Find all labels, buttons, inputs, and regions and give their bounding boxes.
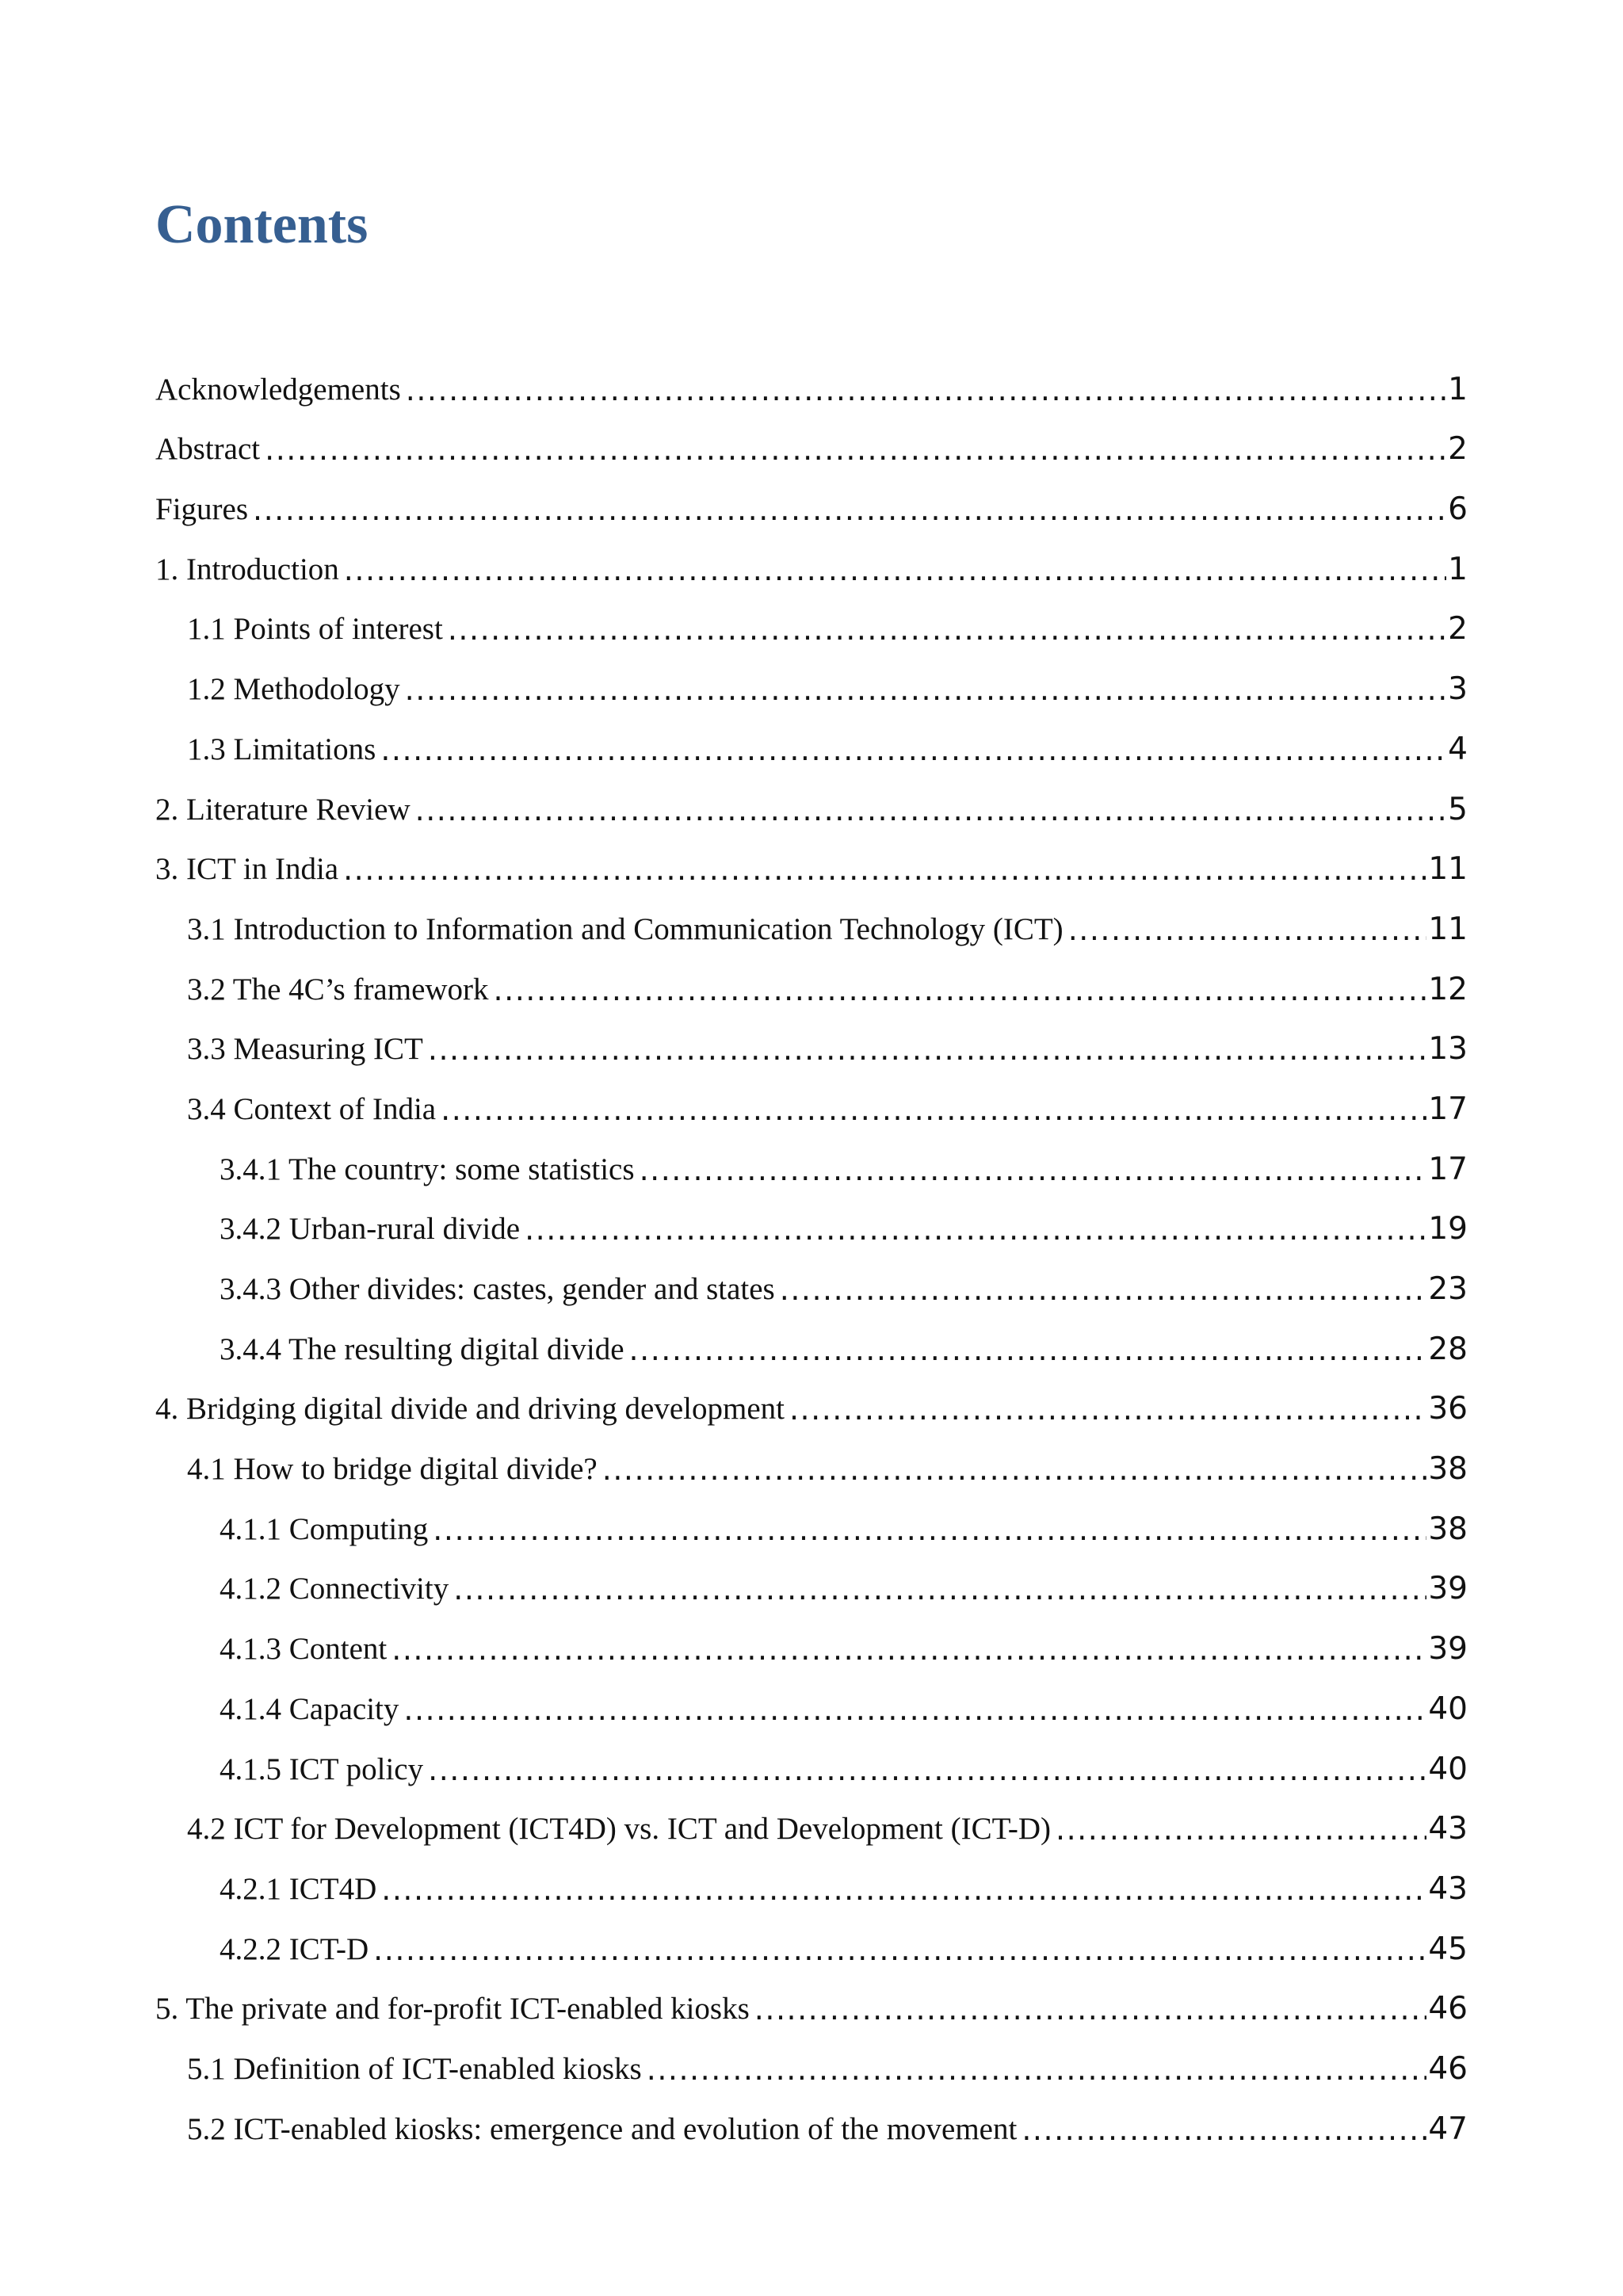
toc-dot-leader <box>629 1329 1427 1370</box>
toc-entry[interactable] <box>155 2030 1468 2090</box>
toc-entry-title: 3. ICT in India <box>155 852 339 887</box>
toc-entry-page-number: 11 <box>1428 851 1468 888</box>
toc-entry-page-number: 43 <box>1428 1870 1468 1907</box>
toc-entry[interactable] <box>155 1850 1468 1910</box>
toc-entry-title: 3.3 Measuring ICT <box>187 1032 423 1067</box>
toc-entry-page-number: 28 <box>1428 1331 1468 1367</box>
toc-dot-leader <box>428 1029 1426 1070</box>
toc-entry[interactable] <box>155 1190 1468 1251</box>
toc-dot-leader <box>602 1449 1427 1490</box>
toc-entry-title: 3.2 The 4C’s framework <box>187 972 489 1007</box>
toc-entry[interactable] <box>155 1250 1468 1310</box>
toc-entry[interactable] <box>155 650 1468 710</box>
toc-entry[interactable] <box>155 1430 1468 1490</box>
toc-entry[interactable] <box>155 890 1468 950</box>
toc-entry[interactable] <box>155 1670 1468 1730</box>
toc-dot-leader <box>406 369 1446 411</box>
toc-entry-title: 1.1 Points of interest <box>187 612 443 647</box>
toc-dot-leader <box>373 1929 1426 1970</box>
toc-entry[interactable] <box>155 530 1468 590</box>
toc-entry-page-number: 39 <box>1428 1631 1468 1668</box>
toc-entry-title: 4.1.4 Capacity <box>220 1691 399 1726</box>
toc-entry-title: 5.2 ICT-enabled kiosks: emergence and evolution of the movement <box>187 2111 1018 2146</box>
toc-entry-title: 5. The private and for-profit ICT-enabled kiosks <box>155 1992 750 2027</box>
toc-entry-title: 3.1 Introduction to Information and Communication Technology (ICT) <box>187 911 1064 946</box>
toc-entry-title: 4.1 How to bridge digital divide? <box>187 1452 598 1487</box>
toc-entry-page-number: 12 <box>1428 971 1468 1007</box>
toc-entry-page-number: 23 <box>1428 1271 1468 1307</box>
toc-dot-leader <box>433 1509 1426 1550</box>
toc-entry-page-number: 3 <box>1448 671 1468 708</box>
toc-entry-page-number: 47 <box>1428 2111 1468 2147</box>
toc-entry-page-number: 40 <box>1428 1690 1468 1727</box>
toc-entry-title: 4.1.1 Computing <box>220 1511 429 1546</box>
toc-entry-page-number: 46 <box>1428 2050 1468 2087</box>
toc-dot-leader <box>253 489 1446 530</box>
toc-entry-title: Figures <box>155 492 248 527</box>
toc-entry-page-number: 46 <box>1428 1991 1468 2027</box>
toc-dot-leader <box>647 2049 1427 2090</box>
toc-dot-leader <box>1022 2109 1426 2150</box>
toc-entry[interactable] <box>155 1610 1468 1670</box>
toc-dot-leader <box>391 1629 1426 1670</box>
toc-entry[interactable] <box>155 1730 1468 1790</box>
toc-entry-page-number: 17 <box>1428 1091 1468 1127</box>
toc-entry-page-number: 5 <box>1448 791 1468 827</box>
toc-dot-leader <box>494 969 1427 1010</box>
toc-dot-leader <box>754 1988 1427 2030</box>
toc-entry[interactable] <box>155 1550 1468 1610</box>
toc-dot-leader <box>780 1269 1427 1310</box>
toc-entry-title: 2. Literature Review <box>155 792 411 827</box>
toc-entry-title: 4.1.5 ICT policy <box>220 1752 424 1786</box>
toc-entry-title: 4.1.2 Connectivity <box>220 1572 449 1606</box>
toc-dot-leader <box>1068 909 1427 950</box>
toc-entry-title: 1. Introduction <box>155 552 339 586</box>
toc-entry[interactable] <box>155 470 1468 530</box>
toc-dot-leader <box>453 1568 1426 1610</box>
toc-entry-page-number: 6 <box>1448 491 1468 528</box>
toc-entry[interactable] <box>155 831 1468 891</box>
toc-entry-page-number: 39 <box>1428 1571 1468 1607</box>
toc-entry-title: 4. Bridging digital divide and driving development <box>155 1392 785 1427</box>
table-of-contents <box>155 350 1468 2150</box>
toc-entry[interactable] <box>155 350 1468 411</box>
toc-entry-title: 4.2.1 ICT4D <box>220 1871 377 1906</box>
toc-entry[interactable] <box>155 411 1468 471</box>
toc-entry[interactable] <box>155 1970 1468 2030</box>
toc-entry-page-number: 4 <box>1448 731 1468 767</box>
toc-dot-leader <box>343 849 1426 890</box>
toc-dot-leader <box>441 1089 1426 1130</box>
toc-entry[interactable] <box>155 1370 1468 1431</box>
toc-entry[interactable] <box>155 950 1468 1010</box>
toc-entry-title: Acknowledgements <box>155 372 401 407</box>
toc-entry[interactable] <box>155 1490 1468 1550</box>
toc-entry-page-number: 11 <box>1428 911 1468 947</box>
toc-entry-page-number: 2 <box>1448 431 1468 468</box>
toc-dot-leader <box>381 1869 1426 1910</box>
toc-dot-leader <box>428 1749 1426 1790</box>
toc-dot-leader <box>405 669 1447 710</box>
toc-entry-title: 1.2 Methodology <box>187 672 400 707</box>
toc-entry-title: 3.4.2 Urban-rural divide <box>220 1212 521 1247</box>
toc-entry-page-number: 13 <box>1428 1031 1468 1068</box>
toc-entry-title: 3.4.4 The resulting digital divide <box>220 1331 624 1366</box>
toc-entry[interactable] <box>155 590 1468 651</box>
contents-heading: Contents <box>155 194 369 255</box>
toc-entry-page-number: 40 <box>1428 1751 1468 1787</box>
toc-entry-title: Abstract <box>155 432 261 467</box>
toc-dot-leader <box>403 1689 1426 1730</box>
toc-entry-page-number: 1 <box>1448 551 1468 587</box>
toc-entry-title: 3.4.1 The country: some statistics <box>220 1152 635 1186</box>
toc-entry-page-number: 19 <box>1428 1211 1468 1247</box>
toc-entry-title: 3.4 Context of India <box>187 1091 437 1126</box>
toc-entry-page-number: 36 <box>1428 1391 1468 1427</box>
toc-entry-title: 5.1 Definition of ICT-enabled kiosks <box>187 2051 642 2086</box>
toc-entry-title: 3.4.3 Other divides: castes, gender and states <box>220 1272 775 1306</box>
toc-entry-page-number: 1 <box>1448 371 1468 407</box>
toc-entry[interactable] <box>155 1910 1468 1970</box>
toc-entry-title: 4.2 ICT for Development (ICT4D) vs. ICT and Development (ICT-D) <box>187 1812 1051 1847</box>
toc-dot-leader <box>344 549 1446 590</box>
toc-entry[interactable] <box>155 1310 1468 1370</box>
toc-dot-leader <box>415 789 1447 831</box>
toc-entry-page-number: 43 <box>1428 1811 1468 1847</box>
toc-entry[interactable] <box>155 1070 1468 1130</box>
toc-entry[interactable] <box>155 1790 1468 1851</box>
toc-dot-leader <box>265 429 1446 470</box>
toc-dot-leader <box>525 1209 1426 1250</box>
toc-entry[interactable] <box>155 770 1468 831</box>
toc-entry-page-number: 38 <box>1428 1511 1468 1547</box>
toc-entry[interactable] <box>155 2090 1468 2150</box>
toc-entry-page-number: 2 <box>1448 611 1468 648</box>
toc-entry-title: 1.3 Limitations <box>187 732 376 766</box>
toc-dot-leader <box>640 1149 1427 1190</box>
toc-entry-page-number: 17 <box>1428 1151 1468 1187</box>
toc-dot-leader <box>448 609 1446 650</box>
toc-entry[interactable] <box>155 1010 1468 1071</box>
toc-dot-leader <box>1056 1809 1426 1850</box>
toc-dot-leader <box>380 729 1446 770</box>
toc-entry-page-number: 38 <box>1428 1451 1468 1488</box>
toc-entry-page-number: 45 <box>1428 1931 1468 1967</box>
toc-entry-title: 4.1.3 Content <box>220 1632 388 1667</box>
toc-entry[interactable] <box>155 1130 1468 1190</box>
toc-dot-leader <box>789 1389 1426 1430</box>
toc-entry[interactable] <box>155 710 1468 770</box>
toc-entry-title: 4.2.2 ICT-D <box>220 1931 369 1966</box>
